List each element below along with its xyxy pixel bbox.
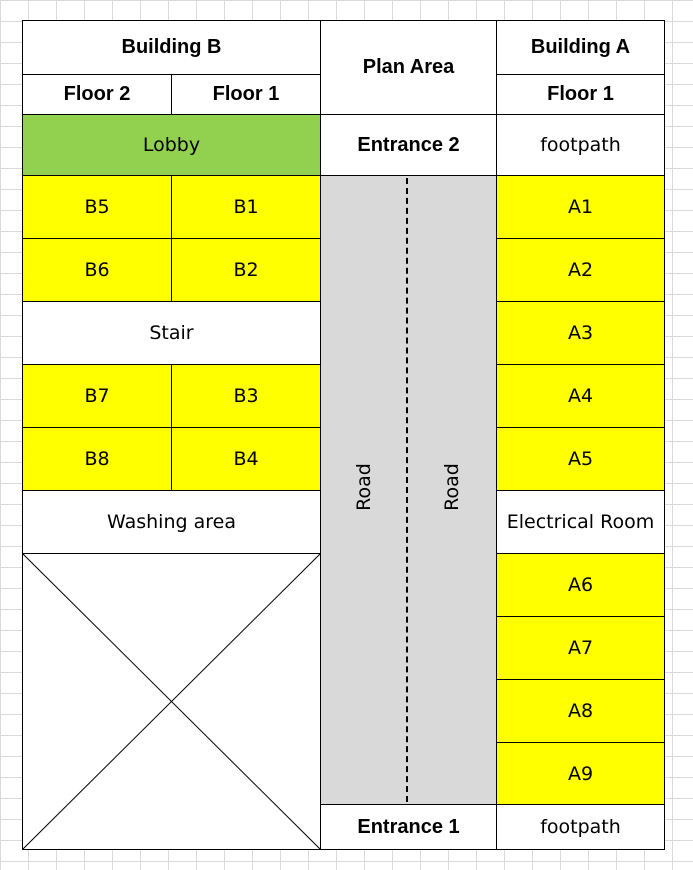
room-b7[interactable]: B7 [22,364,172,428]
room-b3[interactable]: B3 [171,364,321,428]
room-b5[interactable]: B5 [22,175,172,239]
road-center-line [406,178,408,802]
room-a3[interactable]: A3 [496,301,665,365]
washing-area-cell[interactable]: Washing area [22,490,321,554]
room-b6[interactable]: B6 [22,238,172,302]
building-b-floor2-header[interactable]: Floor 2 [22,74,172,115]
road-right-label: Road [441,463,463,511]
room-a4[interactable]: A4 [496,364,665,428]
room-b2[interactable]: B2 [171,238,321,302]
room-b8[interactable]: B8 [22,427,172,491]
building-b-title[interactable]: Building B [22,20,321,75]
room-a2[interactable]: A2 [496,238,665,302]
lobby-cell[interactable]: Lobby [22,114,321,176]
footpath-top-cell[interactable]: footpath [496,114,665,176]
empty-area-crossed [22,553,321,850]
building-b-floor1-header[interactable]: Floor 1 [171,74,321,115]
entrance-1-cell[interactable]: Entrance 1 [320,804,497,850]
building-a-title[interactable]: Building A [496,20,665,75]
road-area [320,175,497,805]
room-a5[interactable]: A5 [496,427,665,491]
room-a6[interactable]: A6 [496,553,665,617]
room-b1[interactable]: B1 [171,175,321,239]
footpath-bottom-cell[interactable]: footpath [496,804,665,850]
stair-cell[interactable]: Stair [22,301,321,365]
room-a8[interactable]: A8 [496,679,665,743]
room-a9[interactable]: A9 [496,742,665,805]
room-b4[interactable]: B4 [171,427,321,491]
room-a7[interactable]: A7 [496,616,665,680]
plan-area-title[interactable]: Plan Area [320,20,497,115]
electrical-room-cell[interactable]: Electrical Room [496,490,665,554]
entrance-2-cell[interactable]: Entrance 2 [320,114,497,176]
building-a-floor1-header[interactable]: Floor 1 [496,74,665,115]
road-left-label: Road [353,463,375,511]
cross-lines-icon [23,554,320,849]
room-a1[interactable]: A1 [496,175,665,239]
